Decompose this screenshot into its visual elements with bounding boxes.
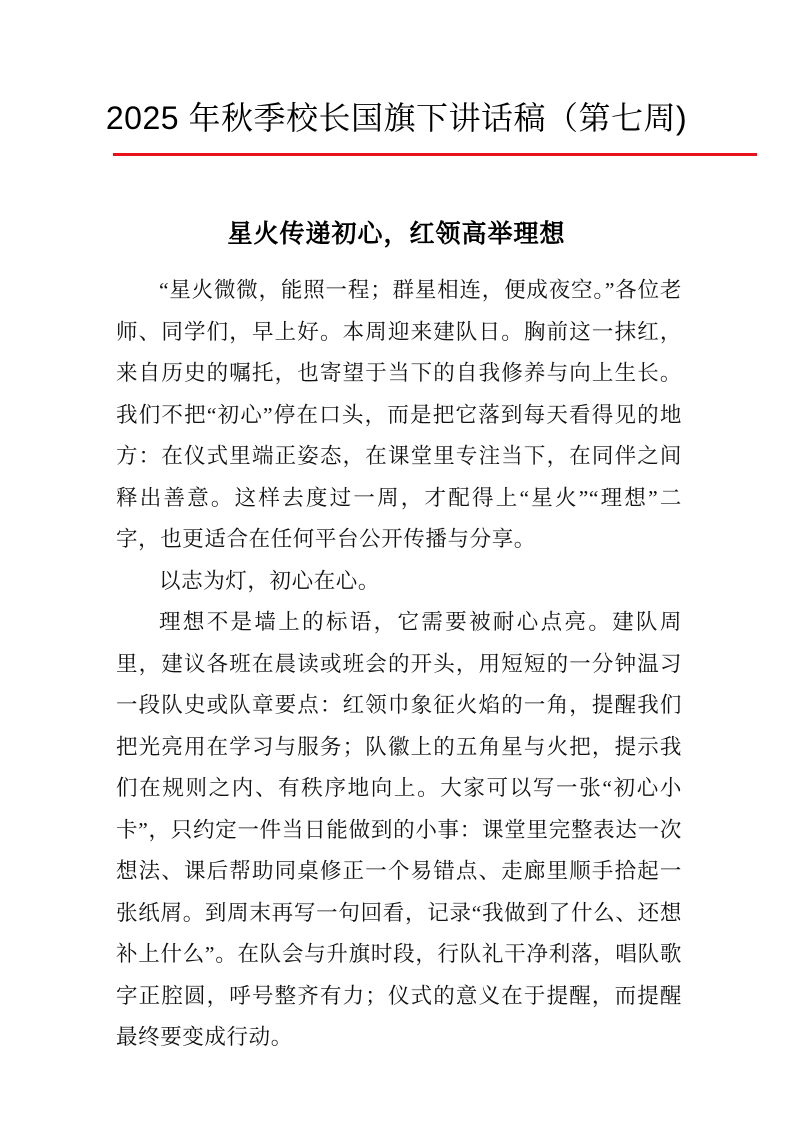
body-paragraph: 以志为灯，初心在心。	[159, 568, 381, 593]
page-title: 2025 年秋季校长国旗下讲话稿（第七周)	[105, 100, 688, 136]
body-paragraph: “星火微微，能照一程；群星相连，便成夜空。”各位老师、同学们，早上好。本周迎来建队日。胸前这一抹红，来自历史的嘱托，也寄望于当下的自我修养与向上生长。我们不把“初心”停在口头，而是把它落到每天看得见的地方：在仪式里端正姿态，在课堂里专注当下，在同伴之间释出善意。这样去度过一周，才配得上“星火”“理想”二字，也更适合在任何平台公开传播与分享。	[116, 278, 682, 551]
document-body	[116, 270, 682, 1059]
title-red-underline	[113, 153, 757, 156]
document-subtitle: 星火传递初心，红领高举理想	[227, 221, 566, 248]
title-block	[0, 95, 793, 141]
body-paragraph: 理想不是墙上的标语，它需要被耐心点亮。建队周里，建议各班在晨读或班会的开头，用短短的一分钟温习一段队史或队章要点：红领巾象征火焰的一角，提醒我们把光亮用在学习与服务；队徽上的五角星与火把，提示我们在规则之内、有秩序地向上。大家可以写一张“初心小卡”，只约定一件当日能做到的小事：课堂里完整表达一次想法、课后帮助同桌修正一个易错点、走廊里顺手拾起一张纸屑。到周末再写一句回看，记录“我做到了什么、还想补上什么”。在队会与升旗时段，行队礼干净利落，唱队歌字正腔圆，呼号整齐有力；仪式的意义在于提醒，而提醒最终要变成行动。	[116, 610, 682, 1049]
